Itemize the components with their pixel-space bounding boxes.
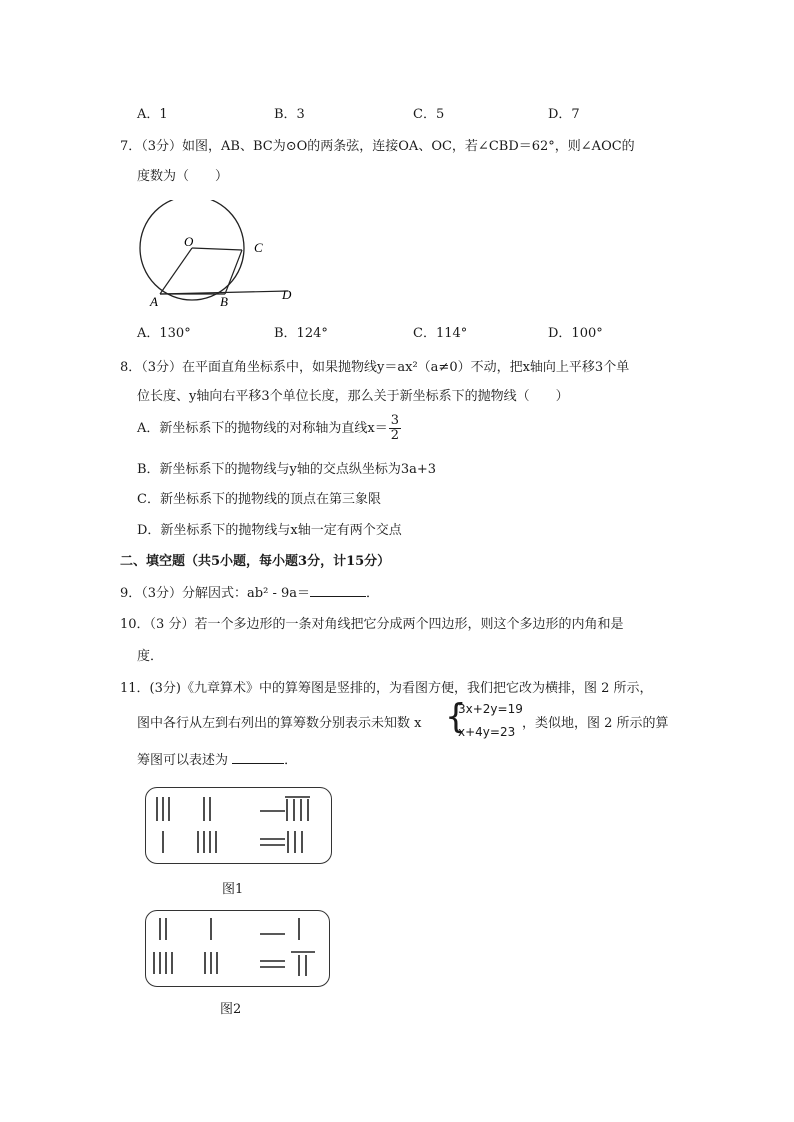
q6-option-a: A．1 [137, 107, 168, 122]
q11-answer-blank [232, 751, 284, 764]
system-brace: { [445, 697, 467, 737]
fraction-denominator: 2 [390, 428, 400, 443]
label-a: A [150, 294, 158, 309]
q8-stem-line2: 位长度、y轴向右平移3个单位长度，那么关于新坐标系下的抛物线（ ） [137, 389, 569, 404]
q7-option-d: D．100° [548, 326, 603, 341]
equation-1: 3x+2y=19 [458, 702, 523, 716]
section-title-fill-blank: 二、填空题（共5小题，每小题3分，计15分） [120, 554, 391, 569]
q8-stem-line1: 8．（3分）在平面直角坐标系中，如果抛物线y＝ax²（a≠0）不动，把x轴向上平移3个单 [120, 360, 630, 375]
label-b: B [220, 294, 228, 309]
q7-circle-figure [130, 200, 310, 315]
q11-line3-text: 筹图可以表述为 [137, 753, 229, 768]
q9-end: ． [366, 586, 380, 601]
label-d: D [282, 287, 292, 302]
q7-option-a: A．130° [137, 326, 191, 341]
segment-oa [160, 248, 192, 294]
q9-answer-blank [310, 584, 366, 597]
q7-stem-line1: 7．（3分）如图，AB、BC为⊙O的两条弦，连接OA、OC，若∠CBD＝62°，则∠AOC的 [120, 139, 635, 154]
q9-text: 9．（3分）分解因式：ab² - 9a＝ [120, 586, 311, 601]
q6-option-b: B．3 [274, 107, 305, 122]
figure-1-counting-rods [145, 787, 333, 865]
q8-option-a-text: A．新坐标系下的抛物线的对称轴为直线x＝ [137, 421, 388, 436]
q9-stem [120, 582, 379, 601]
q6-option-c: C．5 [413, 107, 445, 122]
q11-stem-line2-left: 图中各行从左到右列出的算筹数分别表示未知数 x [137, 716, 422, 731]
q8-option-c: C．新坐标系下的抛物线的顶点在第三象限 [137, 492, 381, 507]
q7-stem-line2: 度数为（ ） [137, 169, 229, 184]
figure-2-counting-rods [145, 910, 331, 988]
segment-oc [192, 248, 242, 250]
fraction-numerator: 3 [390, 413, 400, 428]
fraction-three-halves [389, 414, 401, 443]
q11-stem-line3 [137, 749, 297, 768]
q8-option-d: D．新坐标系下的抛物线与x轴一定有两个交点 [137, 523, 402, 538]
equation-2: x+4y=23 [458, 725, 516, 739]
label-o: O [184, 234, 194, 249]
q11-line3-end: ． [284, 753, 298, 768]
q11-stem-line1: 11．(3分)《九章算术》中的算筹图是竖排的，为看图方便，我们把它改为横排，图 2 所示， [120, 681, 653, 696]
q7-option-c: C．114° [413, 326, 468, 341]
q6-option-d: D．7 [548, 107, 580, 122]
label-c: C [254, 240, 263, 255]
figure-1-caption: 图1 [222, 882, 244, 897]
figure-2-caption: 图2 [220, 1002, 242, 1017]
q10-stem-line2: 度． [137, 649, 164, 664]
q10-stem-line1: 10．（3 分）若一个多边形的一条对角线把它分成两个四边形，则这个多边形的内角和是 [120, 617, 624, 632]
chord-bc [225, 250, 242, 294]
q11-stem-line2-right: ，类似地，图 2 所示的算 [522, 716, 669, 731]
q7-option-b: B．124° [274, 326, 328, 341]
q8-option-a [137, 414, 401, 443]
q8-option-b: B．新坐标系下的抛物线与y轴的交点纵坐标为3a+3 [137, 462, 437, 477]
